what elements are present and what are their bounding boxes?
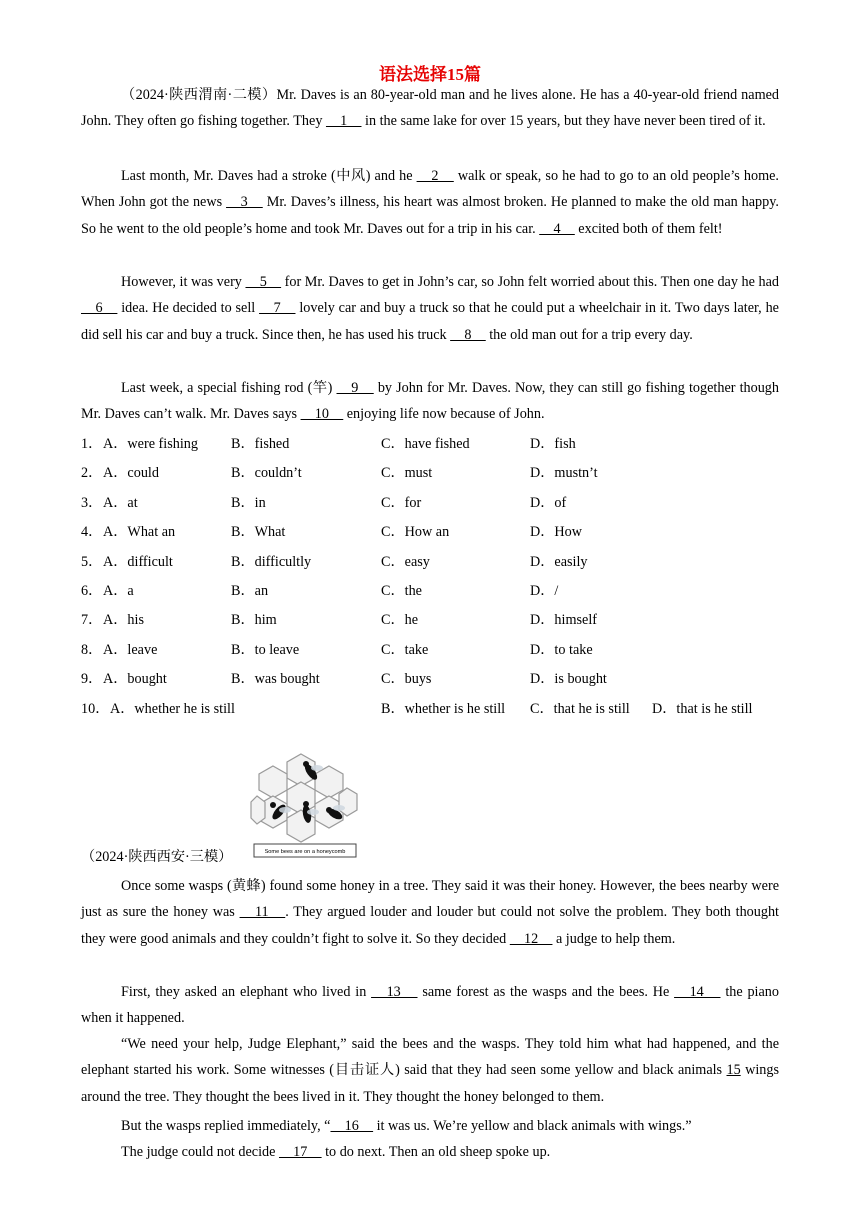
passage1-paragraph-4 [81, 375, 779, 428]
passage2-paragraph-3 [81, 1031, 779, 1110]
question-number: 6． [81, 582, 103, 599]
option-d[interactable]: D．fish [530, 436, 576, 452]
option-row-1 [81, 430, 781, 459]
text: enjoying life now because of John. [343, 406, 545, 423]
option-a[interactable]: A．leave [103, 641, 158, 658]
option-b[interactable]: B．whether is he still [381, 700, 506, 717]
option-d[interactable]: D．How [530, 524, 583, 541]
option-d[interactable]: D．of [530, 494, 567, 511]
option-a[interactable]: A．difficult [103, 553, 173, 570]
blank-14[interactable]: ＿14＿ [674, 984, 721, 1000]
text: . They argued louder and louder but could not solve the problem. They both thought they were good animals and they couldn’t fight to solve it. So they decided [81, 904, 779, 947]
blank-13[interactable]: ＿13＿ [371, 984, 418, 1000]
text: Last week, a special fishing rod (竿) [121, 380, 337, 396]
passage2-paragraph-5 [81, 1139, 779, 1165]
passage1-paragraph-2 [81, 163, 779, 242]
text: Mr. Daves’s illness, his heart was almost broken. He planned to make the old man happy. So he went to the old people’s home and took Mr. Daves out for a trip in his car. [81, 194, 779, 237]
question-number: 4． [81, 524, 103, 541]
text: Once some wasps (黄蜂) found some honey in a tree. They said it was their honey. However, the bees nearby were just as sure the honey was [81, 878, 779, 921]
text: it was us. We’re yellow and black animals with wings.” [373, 1118, 692, 1134]
bees-honeycomb-image [249, 752, 361, 860]
blank-10[interactable]: ＿10＿ [300, 406, 344, 423]
text: by John for Mr. Daves. Now, they can still go fishing together though Mr. Daves can’t walk. Mr. Daves says [81, 380, 779, 423]
option-d[interactable]: D．that is he still [652, 700, 753, 717]
option-c[interactable]: C．for [381, 494, 422, 511]
blank-16[interactable]: ＿16＿ [330, 1118, 374, 1134]
text: excited both of them felt! [574, 220, 723, 237]
question-number: 8． [81, 641, 103, 658]
blank-15[interactable]: 15 [726, 1062, 741, 1079]
blank-12[interactable]: ＿12＿ [509, 930, 553, 947]
text: “We need your help, Judge Elephant,” said the bees and the wasps. They told him what had happened, and the elephant started his work. Some witnesses (目击证人) said that they had seen some yellow and black animals [81, 1036, 779, 1079]
option-row-8 [81, 636, 781, 665]
blank-3[interactable]: ＿3＿ [226, 194, 263, 211]
blank-4[interactable]: ＿4＿ [539, 220, 575, 237]
option-row-2 [81, 459, 781, 488]
option-c[interactable]: C．the [381, 582, 422, 599]
text: for Mr. Daves to get in John’s car, so John felt worried about this. Then one day he had [281, 274, 779, 290]
text: idea. He decided to sell [117, 300, 260, 317]
option-a[interactable]: A．at [103, 494, 138, 511]
options-list [81, 430, 781, 724]
option-b[interactable]: B．an [231, 582, 269, 599]
question-number: 10． [81, 700, 110, 717]
option-a[interactable]: A．What an [103, 524, 176, 541]
option-row-6 [81, 577, 781, 606]
question-number: 5． [81, 553, 103, 570]
option-row-9 [81, 665, 781, 694]
text: walk or speak, so he had to go to an old people’s home. When John got the news [81, 168, 779, 211]
option-d[interactable]: D．himself [530, 612, 597, 629]
option-b[interactable]: B．fished [231, 436, 290, 452]
option-d[interactable]: D．/ [530, 582, 559, 599]
blank-17[interactable]: ＿17＿ [278, 1144, 322, 1160]
option-b[interactable]: B．in [231, 494, 266, 511]
question-number: 3． [81, 494, 103, 511]
page-title: 语法选择15篇 [379, 65, 481, 84]
option-row-10 [81, 695, 781, 724]
option-b[interactable]: B．difficultly [231, 553, 312, 570]
blank-7[interactable]: ＿7＿ [259, 300, 296, 317]
image-caption: Some bees are on a honeycomb [264, 849, 346, 855]
passage2-source: （2024·陕西西安·三模） [81, 849, 233, 865]
option-b[interactable]: B．him [231, 612, 277, 629]
passage1-paragraph-1 [81, 82, 779, 135]
option-d[interactable]: D．mustn’t [530, 465, 598, 482]
option-c[interactable]: C．that he is still [530, 700, 630, 717]
blank-6[interactable]: ＿6＿ [81, 300, 118, 317]
passage2-paragraph-1 [81, 873, 779, 952]
text: lovely car and buy a truck so that he could put a wheelchair in it. Two days later, he did sell his car and buy a truck. Since then, he has used his truck [81, 300, 779, 343]
option-row-4 [81, 518, 781, 547]
option-c[interactable]: C．take [381, 641, 429, 658]
option-c[interactable]: C．have fished [381, 436, 470, 452]
question-number: 9． [81, 671, 103, 688]
text: First, they asked an elephant who lived in [121, 984, 372, 1000]
option-b[interactable]: B．was bought [231, 671, 320, 688]
question-number: 2． [81, 465, 103, 482]
text: a judge to help them. [552, 930, 676, 947]
text: same forest as the wasps and the bees. He [417, 984, 675, 1000]
option-a[interactable]: A．a [103, 582, 134, 599]
text: The judge could not decide [121, 1144, 279, 1160]
passage2-paragraph-4 [81, 1113, 779, 1139]
text: the old man out for a trip every day. [485, 326, 693, 343]
option-c[interactable]: C．How an [381, 524, 450, 541]
option-row-7 [81, 606, 781, 635]
option-a[interactable]: A．could [103, 465, 159, 482]
blank-8[interactable]: ＿8＿ [450, 326, 486, 343]
option-a[interactable]: A．were fishing [103, 436, 198, 452]
option-c[interactable]: C．must [381, 465, 433, 482]
option-c[interactable]: C．buys [381, 671, 432, 688]
option-a[interactable]: A．his [103, 612, 144, 629]
option-row-3 [81, 489, 781, 518]
option-row-5 [81, 548, 781, 577]
option-d[interactable]: D．easily [530, 553, 588, 570]
option-b[interactable]: B．What [231, 524, 286, 541]
text: Last month, Mr. Daves had a stroke (中风) and he [121, 168, 417, 184]
blank-2[interactable]: ＿2＿ [416, 168, 454, 184]
passage1-paragraph-3 [81, 269, 779, 348]
question-number: 7． [81, 612, 103, 629]
text: to do next. Then an old sheep spoke up. [321, 1144, 551, 1160]
text: But the wasps replied immediately, “ [121, 1118, 331, 1134]
text: in the same lake for over 15 years, but they have never been tired of it. [361, 113, 766, 130]
option-b[interactable]: B．to leave [231, 641, 300, 658]
blank-11[interactable]: ＿11＿ [239, 904, 286, 921]
blank-1[interactable]: ＿1＿ [325, 113, 362, 130]
option-b[interactable]: B．couldn’t [231, 465, 302, 482]
option-d[interactable]: D．to take [530, 641, 593, 658]
blank-5[interactable]: ＿5＿ [245, 274, 282, 290]
option-a[interactable]: A．whether he is still [110, 700, 235, 717]
blank-9[interactable]: ＿9＿ [336, 380, 374, 396]
text: However, it was very [121, 274, 246, 290]
option-a[interactable]: A．bought [103, 671, 167, 688]
option-c[interactable]: C．easy [381, 553, 430, 570]
text: wings around the tree. They thought the bees lived in it. They thought the honey belonged to them. [81, 1062, 779, 1105]
option-d[interactable]: D．is bought [530, 671, 607, 688]
option-c[interactable]: C．he [381, 612, 419, 629]
text: （2024·陕西渭南·二模）Mr. Daves is an 80-year-old man and he lives alone. He has a 40-year-old friend named John. They often go fishing together. They [81, 87, 779, 130]
question-number: 1． [81, 436, 103, 452]
text: the piano when it happened. [81, 984, 779, 1027]
passage2-paragraph-2 [81, 979, 779, 1032]
